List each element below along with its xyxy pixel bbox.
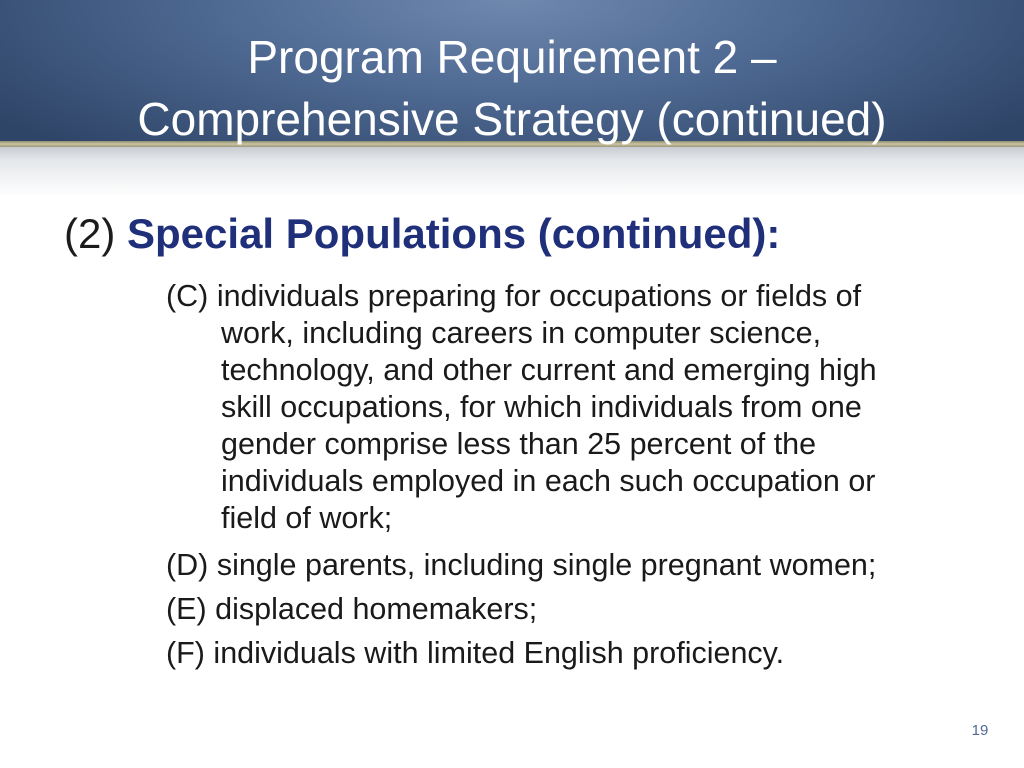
item-c-line-2: work, including careers in computer science, <box>221 316 822 350</box>
item-c-line-3: technology, and other current and emerging high <box>221 353 877 387</box>
item-c-line-5: gender comprise less than 25 percent of the <box>221 427 817 461</box>
population-list <box>166 278 986 677</box>
item-c-line-6: individuals employed in each such occupation or <box>221 464 876 498</box>
section-number: (2) <box>64 210 116 257</box>
slide-title-line-1: Program Requirement 2 – <box>247 31 777 83</box>
page-number: 19 <box>971 722 989 739</box>
slide-title-line-2: Comprehensive Strategy (continued) <box>137 93 887 145</box>
list-item-d: (D) single parents, including single pregnant women; <box>166 548 877 582</box>
item-c-line-7: field of work; <box>221 501 393 535</box>
list-item-f: (F) individuals with limited English proficiency. <box>166 636 785 670</box>
list-item-e: (E) displaced homemakers; <box>166 592 538 626</box>
item-c-line-4: skill occupations, for which individuals from one <box>221 390 862 424</box>
list-item-c <box>166 278 986 537</box>
section-heading <box>64 206 780 262</box>
section-heading-text: Special Populations (continued): <box>127 210 781 257</box>
slide-title <box>40 26 984 150</box>
item-c-line-1: (C) individuals preparing for occupations or fields of <box>166 279 862 313</box>
header-shadow <box>0 147 1024 197</box>
